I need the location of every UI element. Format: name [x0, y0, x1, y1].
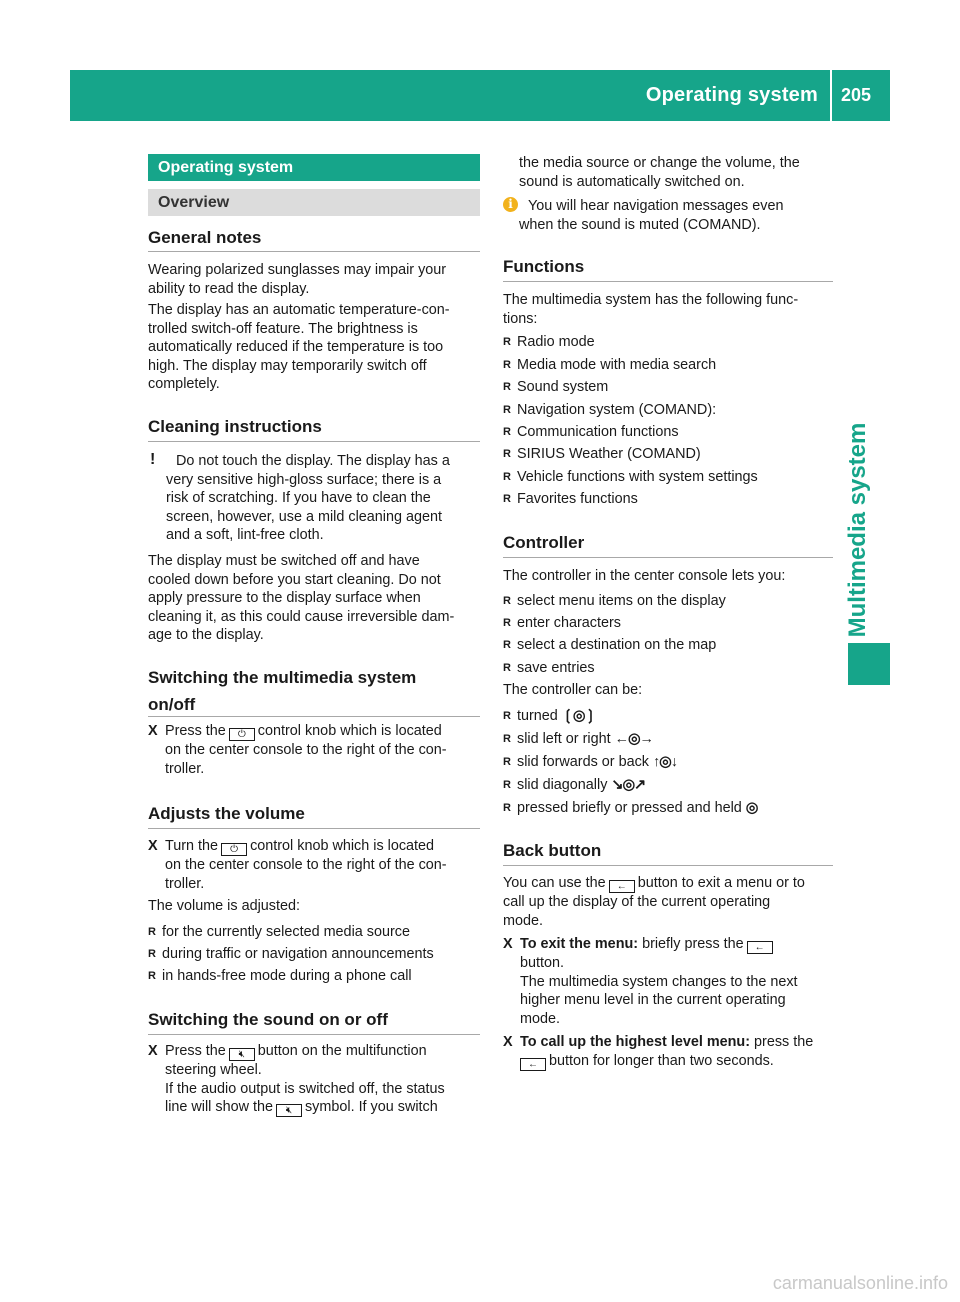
cleaning-warning: Do not touch the display. The display has a very sensitive high-gloss surface; there is a risk of scratching. If you have to clean the screen, however, use a mild cleaning agent and a soft, lint-free cloth.	[166, 453, 450, 544]
step-arrow-icon: X	[148, 723, 158, 739]
footer-url: carmanualsonline.info	[772, 1273, 948, 1293]
step-arrow-icon: X	[148, 838, 158, 854]
divider	[148, 828, 480, 829]
header-divider	[830, 70, 832, 121]
mute-icon: 🔇︎	[276, 1104, 302, 1117]
controller-can-be: The controller can be:	[503, 682, 643, 698]
heading-controller: Controller	[503, 533, 585, 552]
warning-icon: !	[150, 451, 156, 468]
step-arrow-icon: X	[148, 1043, 158, 1059]
back-icon: ←	[520, 1058, 546, 1071]
divider	[503, 281, 833, 282]
page-number: 205	[841, 85, 872, 105]
subsection-banner: Overview	[148, 189, 480, 216]
back-intro: You can use the ← button to exit a menu or to call up the display of the current operating mode.	[503, 875, 805, 929]
controller-slide-diagonal-icon: ↘◎↗	[611, 777, 646, 793]
power-knob-icon: ⏻	[229, 728, 255, 741]
divider	[148, 716, 480, 717]
divider	[148, 1034, 480, 1035]
controller-turn-icon: ❲◎❳	[561, 708, 596, 724]
controller-intro: The controller in the center console lets you:	[503, 568, 786, 584]
divider	[148, 441, 480, 442]
page-header	[70, 70, 890, 121]
heading-general-notes: General notes	[148, 228, 262, 247]
mute-icon: 🔇︎	[229, 1048, 255, 1061]
general-notes-p2: The display has an automatic temperature-con- trolled switch-off feature. The brightness is automatically reduced if the temperature is too high. The display may temporarily switch off completely.	[148, 302, 450, 393]
heading-back-button: Back button	[503, 841, 602, 860]
controller-slide-fb-icon: ↑◎↓	[652, 754, 677, 770]
functions-intro: The multimedia system has the following func- tions:	[503, 292, 799, 327]
back-icon: ←	[609, 880, 635, 893]
heading-functions: Functions	[503, 257, 585, 276]
heading-cleaning: Cleaning instructions	[148, 417, 322, 436]
side-tab-block	[848, 643, 890, 685]
step-arrow-icon: X	[503, 1034, 513, 1050]
info-note: You will hear navigation messages even when the sound is muted (COMAND).	[519, 198, 784, 233]
volume-adjusted: The volume is adjusted:	[148, 898, 300, 914]
header-title: Operating system	[645, 84, 818, 106]
heading-sound: Switching the sound on or off	[148, 1010, 388, 1029]
section-banner: Operating system	[148, 154, 480, 181]
divider	[148, 251, 480, 252]
divider	[503, 557, 833, 558]
controller-slide-lr-icon: ←◎→	[614, 731, 653, 747]
power-knob-icon: ⏻	[221, 843, 247, 856]
continued-text: the media source or change the volume, the sound is automatically switched on.	[519, 155, 800, 190]
divider	[503, 865, 833, 866]
side-tab-label: Multimedia system	[844, 422, 871, 638]
controller-press-icon: ◎	[745, 800, 758, 816]
cleaning-p1: The display must be switched off and have cooled down before you start cleaning. Do not apply pressure to the display surface when cleaning it, as this could cause irreversible dam- age to the display.	[148, 553, 455, 644]
step-arrow-icon: X	[503, 936, 513, 952]
back-icon: ←	[747, 941, 773, 954]
general-notes-p1: Wearing polarized sunglasses may impair your ability to read the display.	[148, 262, 447, 297]
heading-volume: Adjusts the volume	[148, 804, 305, 823]
info-icon: i	[503, 197, 518, 212]
heading-switching: Switching the multimedia system on/off	[148, 668, 417, 714]
